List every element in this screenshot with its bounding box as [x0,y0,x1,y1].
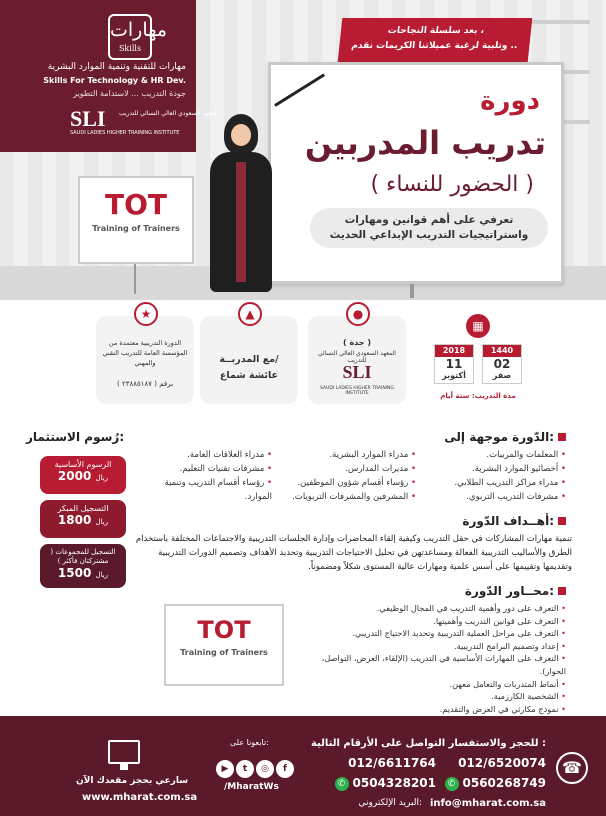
location-name: المعهد السعودي العالي النسائي للتدريب [318,350,396,364]
list-item: • مشرفات التدريب التربوي. [426,490,566,504]
accreditation-number: برقم ( ٢٣٨٨٥١٨٧ ) [116,380,174,388]
trainer-name: عائشة شماع [219,370,279,381]
list-item: • مدراء العلاقات العامة. [136,448,272,462]
course-label: دورة [480,86,540,116]
gregorian-date [434,344,474,384]
twitter-icon[interactable]: t [236,760,254,778]
whatsapp-icon: ✆ [335,777,349,791]
location-pin-icon: ● [346,302,370,326]
intro-line-2: وتلبية لرغبة عميلاتنا الكريمات نقدم .. [350,41,518,51]
list-item: • المعلمات والمربيات. [426,448,566,462]
fee-label: التسجيل للمجموعات ( مشتركتان فأكثر ) [50,548,116,565]
fee-basic [40,456,126,494]
audience-list-3 [136,448,272,504]
axes-list [296,602,566,728]
square-bullet-icon [558,587,566,595]
location-logo: SLI [342,362,372,382]
email-address[interactable]: info@mharat.com.sa [429,798,546,809]
course-tagline [310,208,548,248]
tot-subtitle: Training of Trainers [92,224,180,233]
fee-value: 2000 [57,469,92,483]
hijri-month: صفر [492,371,512,380]
whatsapp-1[interactable]: ✆ 0560268749 [445,776,547,791]
brand-tagline: جودة التدريب ... لاستدامة التطوير [73,89,186,98]
fee-label: الرسوم الأساسية [54,460,112,469]
duration: مدة التدريب: ستة أيام [440,392,516,400]
trainer-card [200,307,298,404]
whatsapp-icon: ✆ [445,777,459,791]
list-item: • أخصائيو الموارد البشرية. [426,462,566,476]
brand-name-ar: مهارات للتقنية وتنمية الموارد البشرية [47,62,186,72]
footer [0,716,606,816]
fee-value: 1800 [57,513,92,527]
instagram-icon[interactable]: ◎ [256,760,274,778]
phone-2[interactable]: 012/6611764 [348,756,436,770]
presentation-icon: ▲ [238,302,262,326]
fee-unit: ريال [95,571,109,579]
email-label: البريد الإلكتروني: [358,798,422,808]
list-item: • أنماط المتدربات والتعامل معهن. [296,678,566,691]
goals-heading-text: أهــداف الدّورة: [462,514,554,528]
whiteboard-stand [410,284,414,298]
phone-icon: ☎ [556,752,588,784]
audience-heading [444,430,566,444]
square-bullet-icon [558,433,566,441]
fees-heading: رُسوم الاستثمار: [26,430,125,444]
tagline-line-1: تعرفي على أهم قوانين ومهارات [344,214,514,226]
intro-banner [338,18,533,62]
accreditation-card [96,307,194,404]
brand-name-en: Skills For Technology & HR Dev. [43,76,186,85]
trainer-illustration [196,114,286,294]
list-item: • رؤساء أقسام التدريب وتنمية الموارد. [136,476,272,504]
sli-name-en: SAUDI LADIES HIGHER TRAINING INSTITUTE [70,130,180,136]
audience-heading-text: الدّورة موجهة إلى: [444,430,554,444]
tot-board-small [164,604,284,686]
tot-stand [134,264,136,294]
list-item: • مديرات المدارس. [276,462,416,476]
list-item: • مشرفات تقنيات التعليم. [136,462,272,476]
audience-list-1 [426,448,566,504]
sli-logo: SLI [70,106,106,131]
facebook-icon[interactable]: f [276,760,294,778]
list-item: • إعداد وتصميم البرامج التدريبية. [296,640,566,653]
list-item: • مدراء مراكز التدريب الطلابي. [426,476,566,490]
contact-heading: للحجز والاستفسار التواصل على الأرقام التالية : [310,738,546,749]
audience-list-2 [276,448,416,504]
whatsapp-2[interactable]: ✆ 0504328201 [335,776,437,791]
accreditation-text: الدورة التدريبية معتمدة من المؤسسة العامة للتدريب التقني والمهني [102,339,188,367]
course-audience: ( الحضور للنساء ) [370,172,534,197]
list-item: • الشخصية الكارزمية. [296,690,566,703]
gregorian-day: 11 [445,357,463,371]
sli-logo-block [30,106,218,136]
course-title: تدريب المدربين [304,124,546,162]
square-bullet-icon [558,517,566,525]
list-item: • رؤساء أقسام شؤون الموظفين. [276,476,416,490]
fee-early [40,500,126,538]
axes-heading-text: محــاور الدّورة: [464,584,554,598]
hijri-date [482,344,522,384]
tagline-line-2: واستراتيجيات التدريب الإبداعي الحديث [329,229,529,241]
tot-subtitle: Training of Trainers [180,648,268,657]
fee-unit: ريال [95,474,109,482]
fee-value: 1500 [57,566,92,580]
youtube-icon[interactable]: ▶ [216,760,234,778]
logo-text: مهارات [110,19,168,41]
tot-title: TOT [197,616,251,644]
list-item: • نموذج مكارثي في العرض والتقديم. [296,703,566,716]
monitor-icon [108,740,140,764]
date-card [430,314,526,410]
goals-text: تنمية مهارات المشاركات في حقل التدريب وكيفية إلقاء المحاضرات وإدارة الجلسات التدريبية والاجتماعات المختلفة باستخدام الطرق والأساليب التدريبية الفعالة ومساعدتهن في تحليل الاحتياجات التدريبية وتحديد الأهداف وتصميم الدورات التدريبية وتقديمها وتقييمها على أسس علمية ومهارات عالية المستوى شكلاً ومضموناً. [135,534,572,572]
fee-group [40,544,126,588]
gregorian-month: أكتوبر [442,371,466,380]
info-cards [0,300,606,418]
hijri-day: 02 [493,357,511,371]
mharat-logo [108,14,168,60]
social-handle: /MharatWs [224,782,279,792]
tot-board [78,176,194,264]
list-item: • التعرف على قوانين التدريب وأهميتها. [296,615,566,628]
sli-name-ar: المعهد السعودي العالي النسائي للتدريب [118,110,218,117]
hero-section [0,0,606,300]
register-cta: سارعي بحجز مقعدك الآن [76,776,189,786]
intro-line-1: بعد سلسلة النجاحات ، [387,26,485,36]
calendar-icon: ▦ [466,314,490,338]
goals-heading [462,514,566,528]
list-item: • التعرف على المهارات الأساسية في التدريب (الإلقاء، العرض، التواصل، الحوار). [296,652,566,677]
fee-unit: ريال [95,518,109,526]
website-link[interactable]: www.mharat.com.sa [82,792,198,803]
location-card [308,307,406,404]
fee-label: التسجيل المبكر [57,504,109,513]
hijri-year: 1440 [483,345,521,357]
location-city: ( جدة ) [342,338,371,347]
trainer-label: مع المدربــة/ [219,354,279,365]
social-icons [214,756,304,778]
certificate-icon: ★ [134,302,158,326]
list-item: • التعرف على مراحل العملية التدريبية وتحديد الاحتياج التدريبي. [296,627,566,640]
list-item: • مدراء الموارد البشرية. [276,448,416,462]
gregorian-year: 2018 [435,345,473,357]
phone-1[interactable]: 012/6520074 [458,756,546,770]
list-item: • المشرفين والمشرفات التربويات. [276,490,416,504]
list-item: • التعرف على دور وأهمية التدريب في المجال الوظيفي. [296,602,566,615]
brand-panel [0,0,218,152]
tot-title: TOT [104,188,167,221]
axes-heading [465,584,566,598]
follow-label: تابعونا على: [230,738,269,747]
location-logo-sub: SAUDI LADIES HIGHER TRAINING INSTITUTE [320,386,394,396]
logo-sub: Skills [118,44,142,53]
